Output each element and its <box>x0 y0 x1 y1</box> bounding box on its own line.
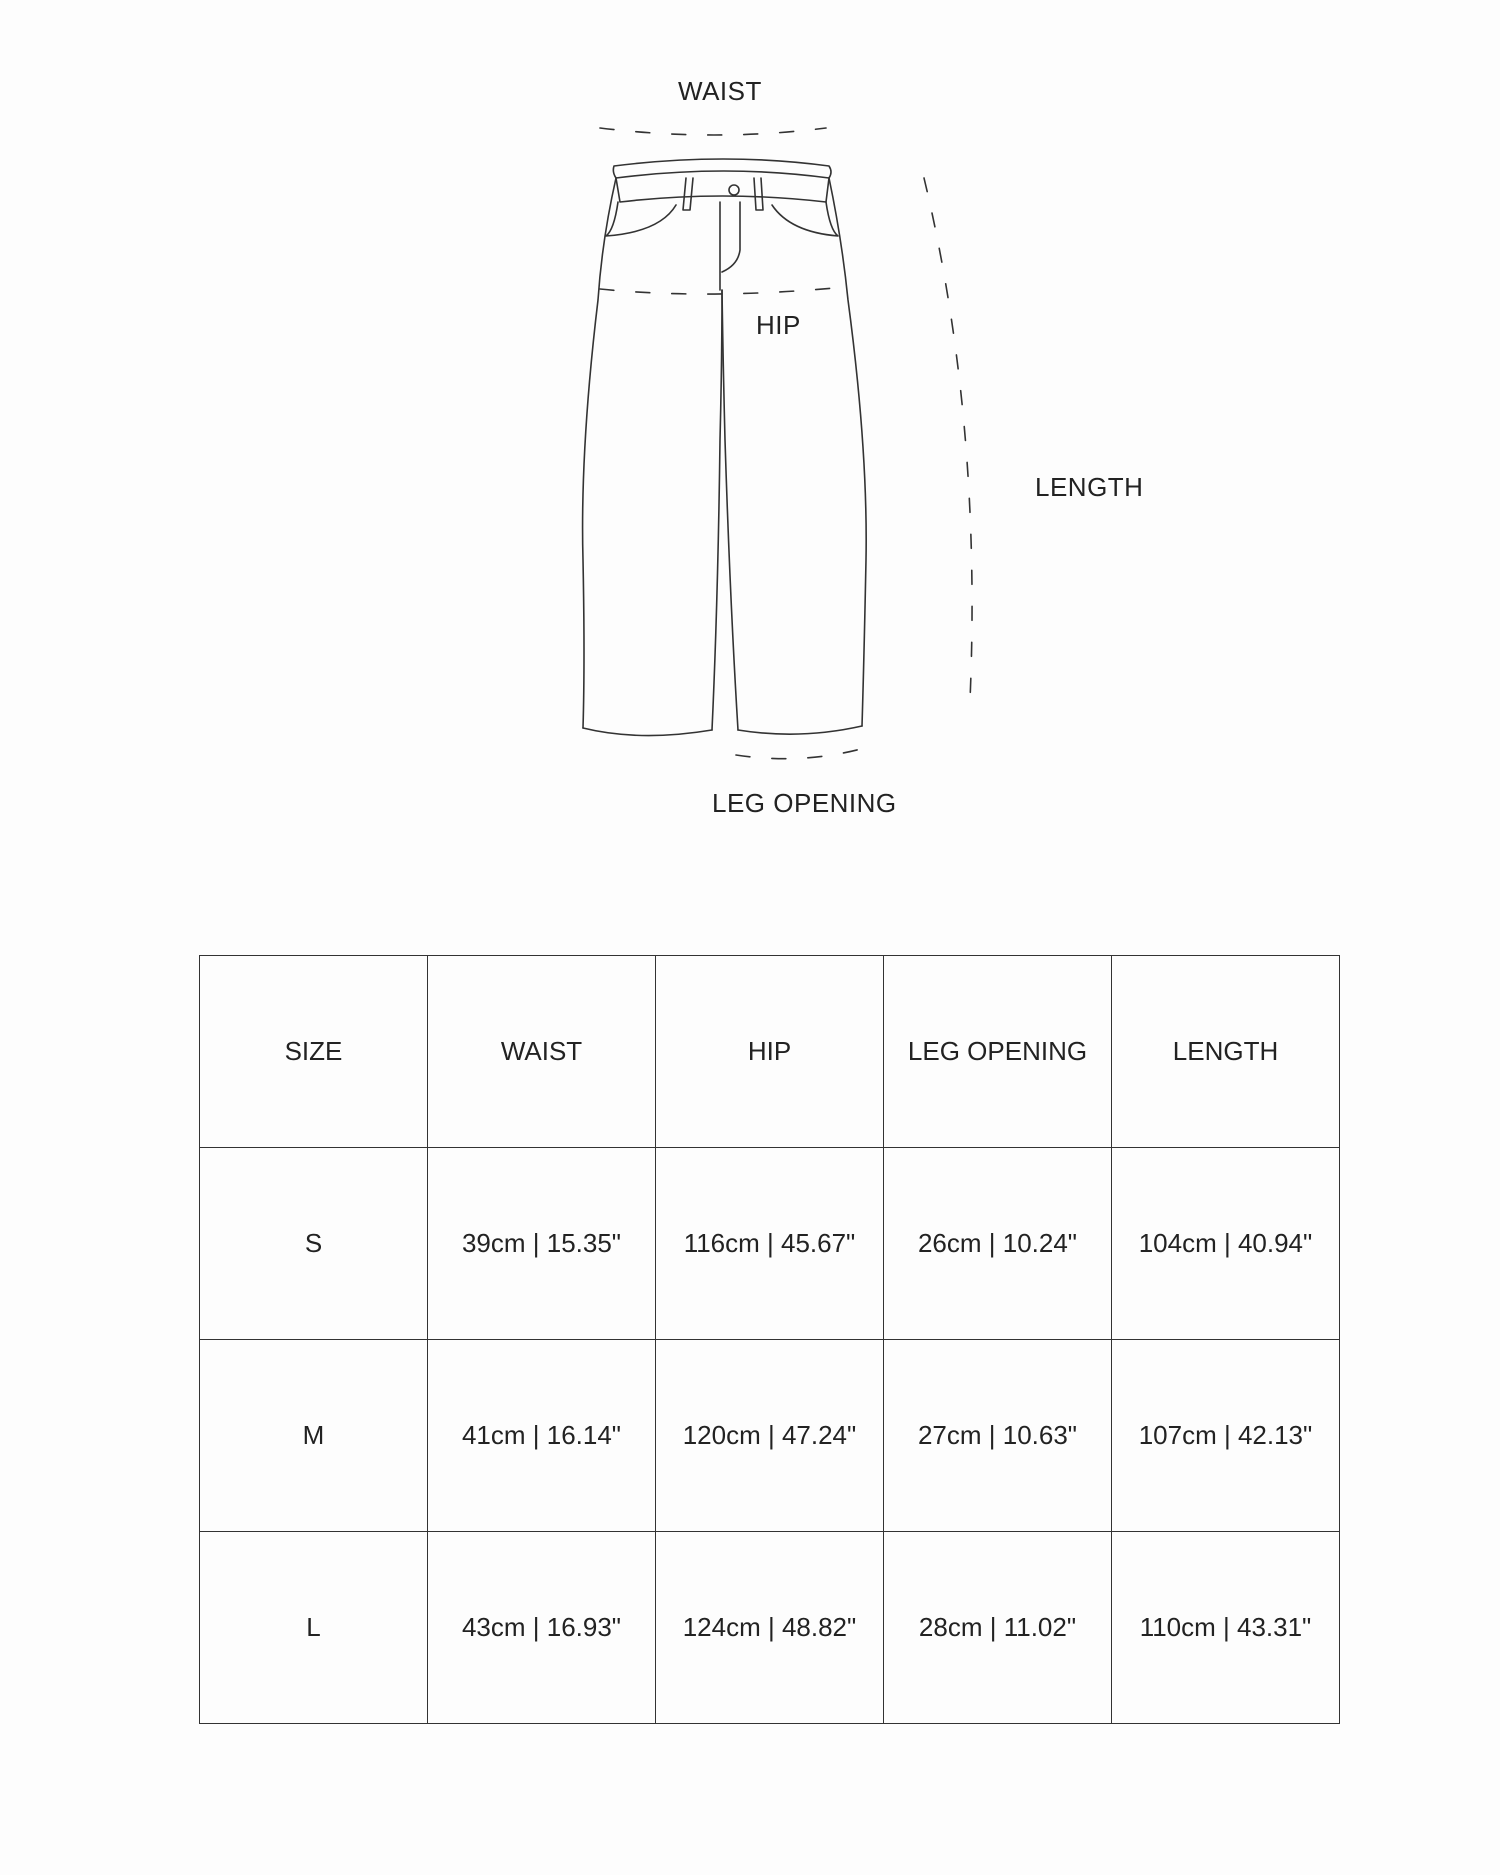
leg-opening-label: LEG OPENING <box>712 788 897 818</box>
length-measure-line <box>924 178 972 700</box>
waist-measure-line <box>600 128 826 135</box>
cell-length: 107cm | 42.13" <box>1112 1340 1340 1532</box>
table-row <box>200 1148 1340 1340</box>
left-outer-seam <box>583 178 616 728</box>
header-hip: HIP <box>656 956 884 1148</box>
cell-leg-opening: 27cm | 10.63" <box>884 1340 1112 1532</box>
header-length: LENGTH <box>1112 956 1340 1148</box>
cell-hip: 120cm | 47.24" <box>656 1340 884 1532</box>
cell-length: 104cm | 40.94" <box>1112 1148 1340 1340</box>
cell-leg-opening: 28cm | 11.02" <box>884 1532 1112 1724</box>
pocket-right <box>772 202 838 236</box>
cell-waist: 41cm | 16.14" <box>428 1340 656 1532</box>
table-row <box>200 1340 1340 1532</box>
belt-loop-right <box>754 178 763 210</box>
right-hem <box>738 726 862 734</box>
pocket-left <box>606 202 676 236</box>
cell-hip: 116cm | 45.67" <box>656 1148 884 1340</box>
hip-label: HIP <box>756 310 801 340</box>
waistband-outline <box>613 159 831 178</box>
cell-size: M <box>200 1340 428 1532</box>
leg-opening-measure-line <box>736 744 878 759</box>
table-row <box>200 1532 1340 1724</box>
cell-size: S <box>200 1148 428 1340</box>
right-outer-seam <box>829 178 866 726</box>
waist-button <box>729 185 739 195</box>
cell-size: L <box>200 1532 428 1724</box>
cell-length: 110cm | 43.31" <box>1112 1532 1340 1724</box>
header-size: SIZE <box>200 956 428 1148</box>
header-waist: WAIST <box>428 956 656 1148</box>
size-chart-table <box>199 955 1340 1724</box>
cell-waist: 39cm | 15.35" <box>428 1148 656 1340</box>
cell-waist: 43cm | 16.93" <box>428 1532 656 1724</box>
waistband-lower <box>616 178 829 202</box>
pants-diagram <box>0 0 1500 900</box>
waist-label: WAIST <box>678 76 762 106</box>
left-inseam <box>712 290 722 730</box>
left-hem <box>583 728 712 736</box>
cell-leg-opening: 26cm | 10.24" <box>884 1148 1112 1340</box>
belt-loop-left <box>683 178 693 210</box>
right-inseam <box>722 290 738 730</box>
table-header-row <box>200 956 1340 1148</box>
header-leg-opening: LEG OPENING <box>884 956 1112 1148</box>
cell-hip: 124cm | 48.82" <box>656 1532 884 1724</box>
fly-curve <box>722 202 740 272</box>
length-label: LENGTH <box>1035 472 1144 502</box>
